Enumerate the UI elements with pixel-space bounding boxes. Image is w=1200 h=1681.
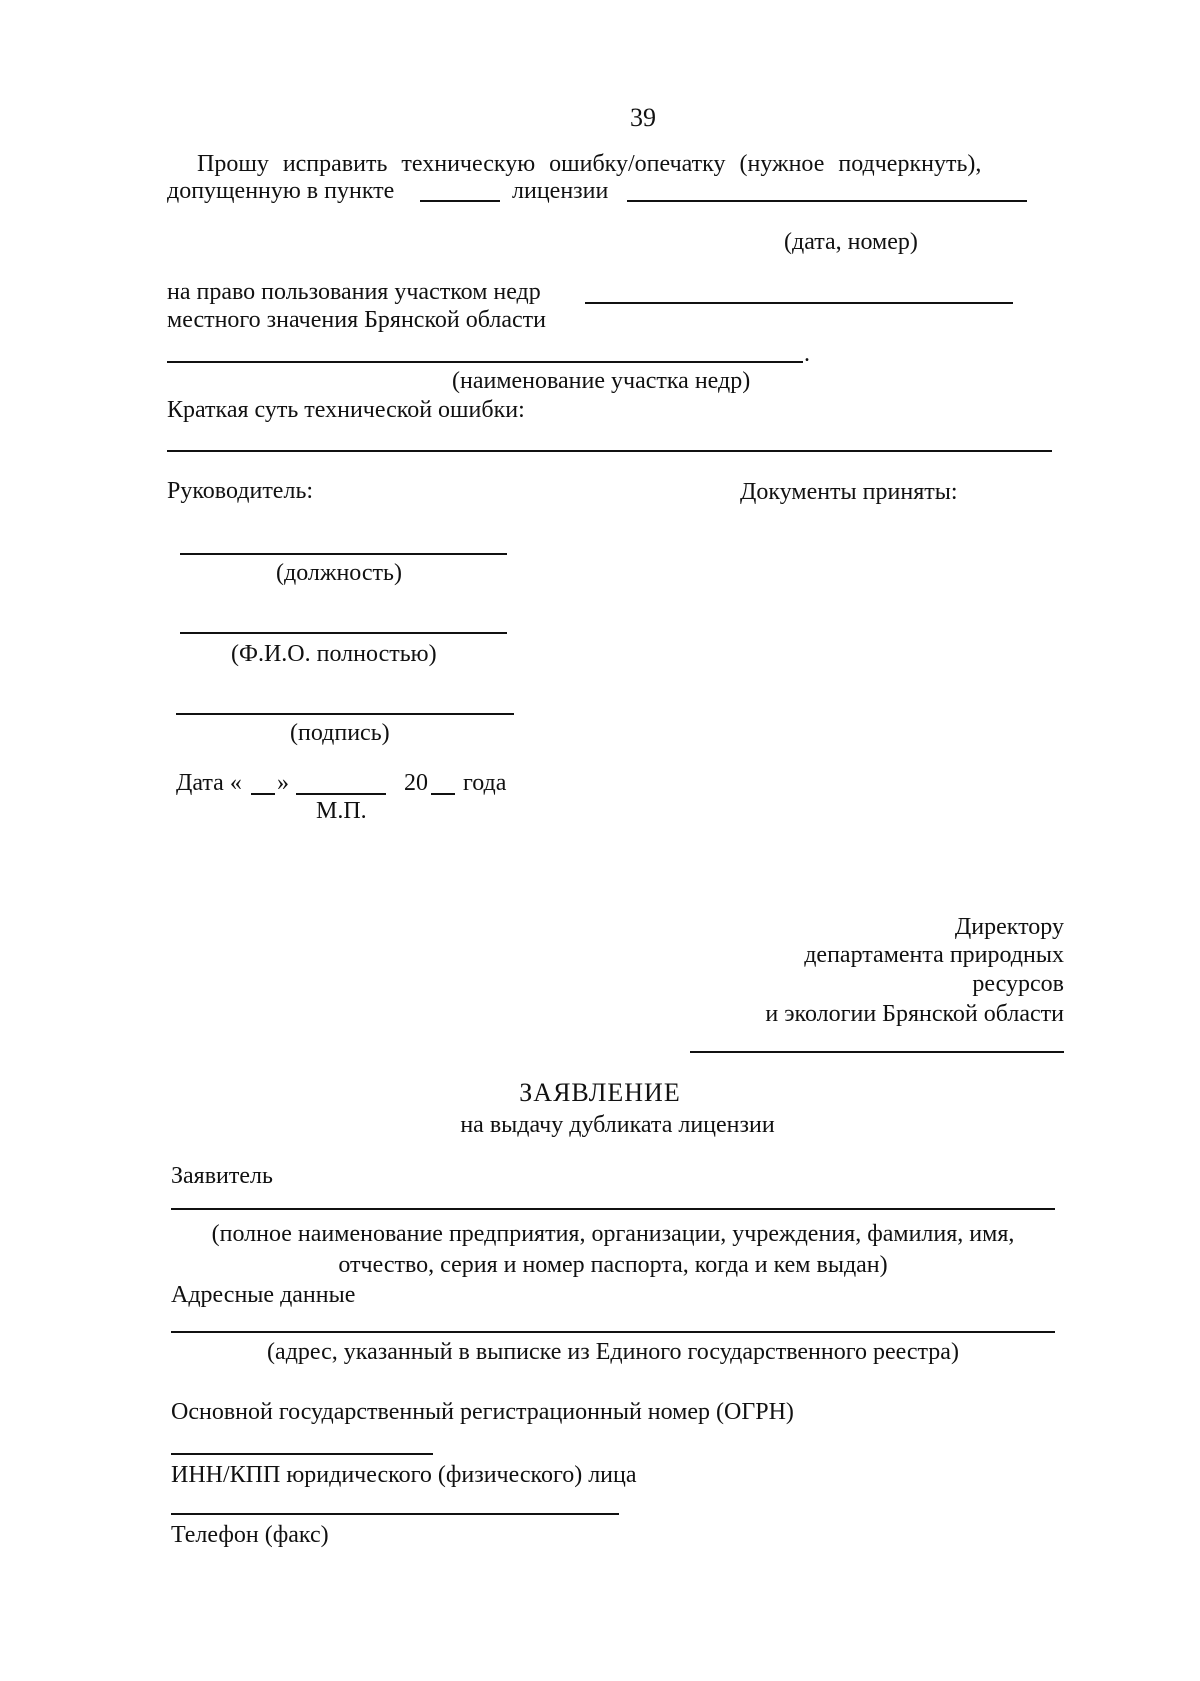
page-number: 39 [630,103,656,132]
full-name-line [180,632,507,634]
subsoil-name-line [167,361,803,363]
correction-line-1: Прошу исправить техническую ошибку/опечатку (нужное подчеркнуть), [197,151,982,177]
application-subtitle: на выдачу дубликата лицензии [460,1112,775,1138]
applicant-line [171,1208,1055,1210]
ogrn-label: Основной государственный регистрационный номер (ОГРН) [171,1399,794,1425]
docs-accepted-label: Документы приняты: [740,479,958,505]
address-caption: (адрес, указанный в выписке из Единого государственного реестра) [267,1339,959,1365]
ogrn-line [171,1453,433,1455]
caption-date-number: (дата, номер) [784,229,918,255]
license-date-number-line [627,200,1027,202]
position-line [180,553,507,555]
date-year-prefix: 20 [404,770,428,796]
inn-label: ИНН/КПП юридического (физического) лица [171,1462,637,1488]
addressee-line-3: ресурсов [972,971,1064,997]
applicant-caption-2: отчество, серия и номер паспорта, когда и кем выдан) [338,1252,888,1278]
address-line [171,1331,1055,1333]
caption-full-name: (Ф.И.О. полностью) [231,641,437,667]
essence-line [167,450,1052,452]
seal-label: М.П. [316,798,367,824]
date-year-word: года [463,770,507,796]
date-day-line [251,793,275,795]
caption-position: (должность) [276,560,402,586]
applicant-caption-1: (полное наименование предприятия, организации, учреждения, фамилия, имя, [211,1221,1015,1247]
head-label: Руководитель: [167,478,314,504]
correction-line-2b: лицензии [512,178,609,204]
director-name-line [690,1051,1064,1053]
correction-line-2a: допущенную в пункте [167,178,395,204]
date-label: Дата « [176,770,242,796]
subsoil-line-1: на право пользования участком недр [167,279,541,305]
caption-signature: (подпись) [290,720,390,746]
subsoil-period: . [804,341,810,367]
subsoil-use-line [585,302,1013,304]
addressee-line-2: департамента природных [804,942,1064,968]
caption-subsoil-name: (наименование участка недр) [452,368,751,394]
addressee-line-1: Директору [954,914,1064,940]
essence-label: Краткая суть технической ошибки: [167,397,525,423]
date-month-line [296,793,386,795]
date-quote-close: » [277,770,289,796]
subsoil-line-2: местного значения Брянской области [167,307,546,333]
date-year-line [431,793,455,795]
clause-number-line [420,200,500,202]
applicant-label: Заявитель [171,1163,273,1189]
addressee-line-4: и экологии Брянской области [765,1001,1064,1027]
phone-label: Телефон (факс) [171,1522,329,1548]
address-label: Адресные данные [171,1282,356,1308]
application-title: ЗАЯВЛЕНИЕ [519,1078,681,1107]
signature-line [176,713,514,715]
inn-line [171,1513,619,1515]
